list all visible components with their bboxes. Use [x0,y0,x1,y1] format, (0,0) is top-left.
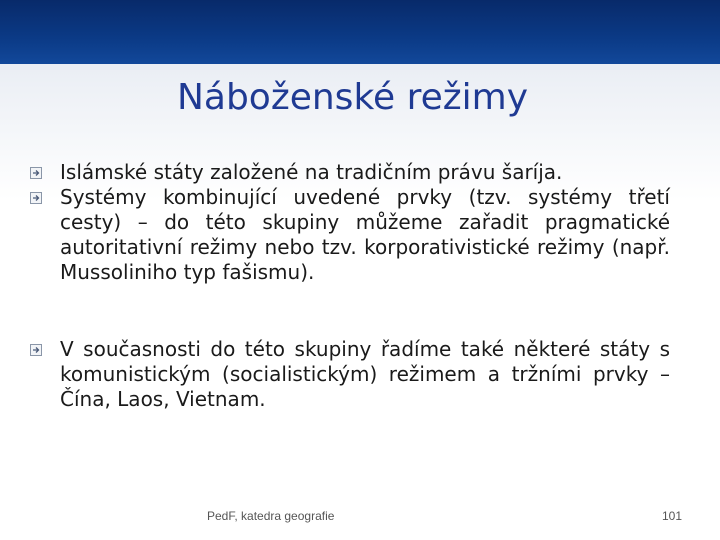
bullet-item [30,337,670,412]
slide-title: Náboženské režimy [176,77,529,118]
top-banner [0,0,720,64]
bullet-text: V současnosti do této skupiny řadíme také některé státy s komunistickým (socialistickým) režimem a tržními prvky – Čína, Laos, Vietnam. [60,337,670,411]
bullet-text: Islámské státy založené na tradičním právu šaríja. [60,160,563,184]
bullet-item [30,160,670,185]
footer-text: PedF, katedra geografie [207,509,335,523]
arrow-box-icon [30,344,42,356]
bullet-text: Systémy kombinující uvedené prvky (tzv. systémy třetí cesty) – do této skupiny můžeme zařadit pragmatické autoritativní režimy nebo tzv. korporativistické režimy (např. Mussoliniho typ fašismu). [60,185,670,284]
page-number: 101 [661,509,682,523]
arrow-box-icon [30,167,42,179]
bullet-list [30,160,670,412]
arrow-box-icon [30,192,42,204]
bullet-item [30,185,670,285]
